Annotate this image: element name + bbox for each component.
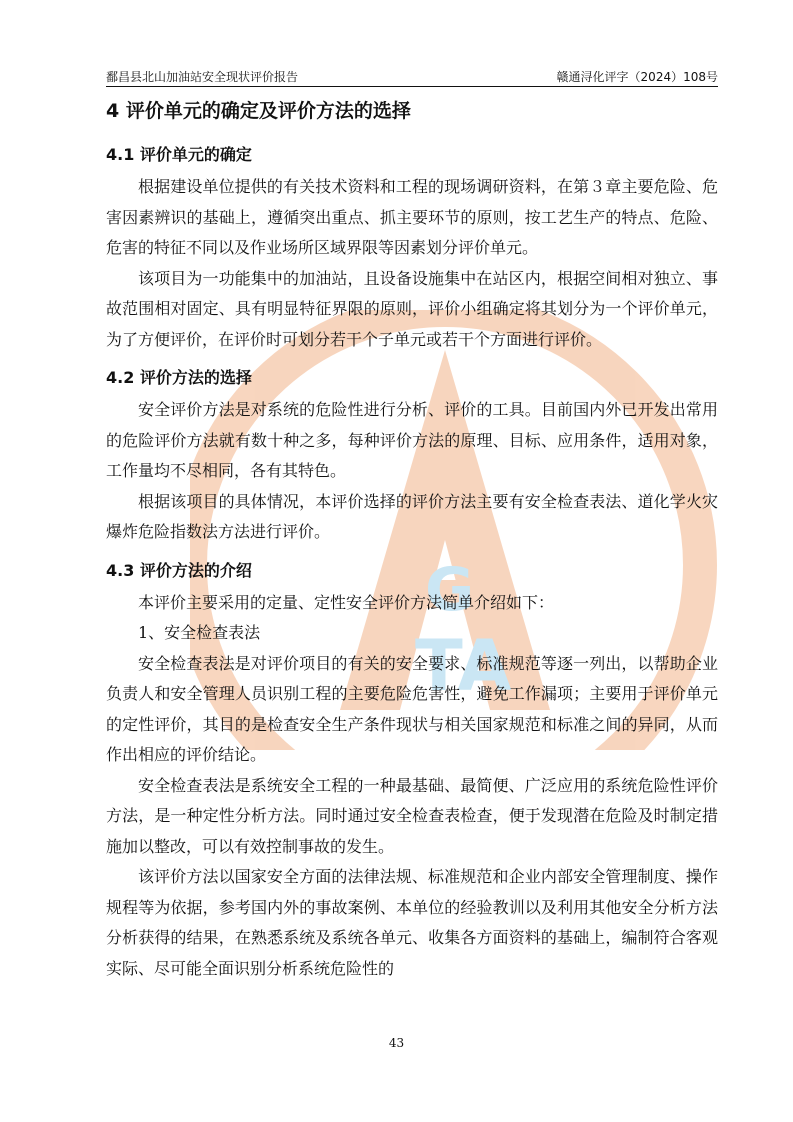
header-report-title: 鄱昌县北山加油站安全现状评价报告 xyxy=(106,70,299,84)
section-heading: 4.3 评价方法的介绍 xyxy=(106,560,252,580)
paragraph: 本评价主要采用的定量、定性安全评价方法简单介绍如下： xyxy=(138,592,555,612)
svg-text:G: G xyxy=(425,555,475,625)
section-4-3 xyxy=(106,556,718,985)
section-4-2 xyxy=(106,363,718,548)
header-divider xyxy=(106,86,718,87)
page-content xyxy=(106,96,718,984)
paragraph: 根据建设单位提供的有关技术资料和工程的现场调研资料，在第３章主要危险、危害因素辨识的基础上，遵循突出重点、抓主要环节的原则，按工艺生产的特点、危险、危害的特征不同以及作业场所区域界限等因素划分评价单元。 xyxy=(106,177,718,257)
header-document-number: 赣通浔化评字（2024）108号 xyxy=(556,70,718,84)
section-heading: 4.2 评价方法的选择 xyxy=(106,368,252,387)
paragraph: 该项目为一功能集中的加油站，且设备设施集中在站区内，根据空间相对独立、事故范围相对固定、具有明显特征界限的原则，评价小组确定将其划分为一个评价单元，为了方便评价，在评价时可划分若干个子单元或若干个方面进行评价。 xyxy=(106,268,718,349)
paragraph: 安全检查表法是对评价项目的有关的安全要求、标准规范等逐一列出，以帮助企业负责人和安全管理人员识别工程的主要危险危害性，避免工作漏项；主要用于评价单元的定性评价，其目的是检查安全生产条件现状与相关国家规范和标准之间的异同，从而作出相应的评价结论。 xyxy=(106,653,718,764)
chapter-title: 4 评价单元的确定及评价方法的选择 xyxy=(106,100,411,122)
list-item-heading: 1、安全检查表法 xyxy=(138,623,261,642)
page-header xyxy=(106,66,718,86)
section-heading: 4.1 评价单元的确定 xyxy=(106,145,252,164)
paragraph: 安全评价方法是对系统的危险性进行分析、评价的工具。目前国内外已开发出常用的危险评价方法就有数十种之多，每种评价方法的原理、目标、应用条件，适用对象，工作量均不尽相同，各有其特色。 xyxy=(106,400,718,480)
paragraph: 该评价方法以国家安全方面的法律法规、标准规范和企业内部安全管理制度、操作规程等为依据，参考国内外的事故案例、本单位的经验教训以及利用其他安全分析方法分析获得的结果，在熟悉系统及系统各单元、收集各方面资料的基础上，编制符合客观实际、尽可能全面识别分析系统危险性的 xyxy=(106,867,718,978)
section-4-1 xyxy=(106,140,718,355)
svg-text:TA: TA xyxy=(415,625,512,707)
paragraph: 根据该项目的具体情况，本评价选择的评价方法主要有安全检查表法、道化学火灾爆炸危险指数法方法进行评价。 xyxy=(106,491,718,541)
page-number: 43 xyxy=(388,1036,405,1050)
paragraph: 安全检查表法是系统安全工程的一种最基础、最简便、广泛应用的系统危险性评价方法，是一种定性分析方法。同时通过安全检查表检查，便于发现潜在危险及时制定措施加以整改，可以有效控制事故的发生。 xyxy=(106,775,718,856)
